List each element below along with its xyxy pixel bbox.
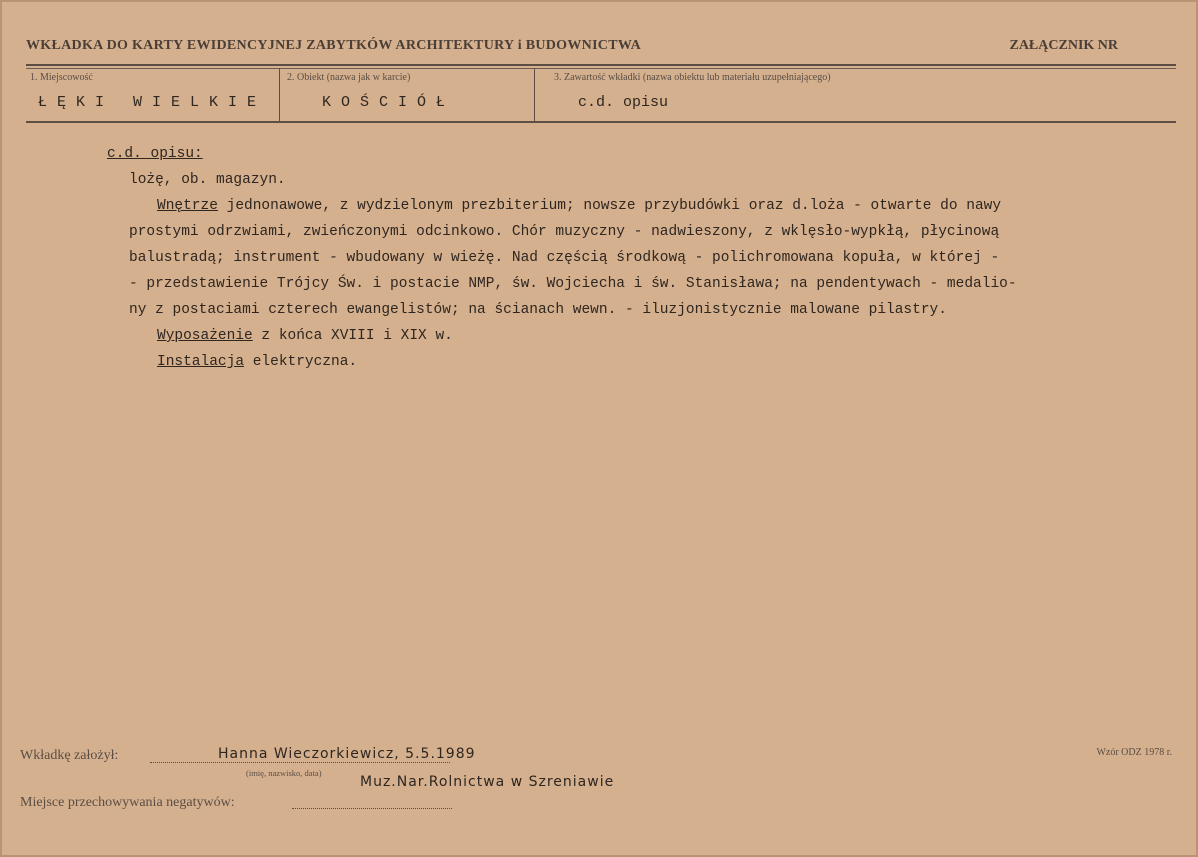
description-line: ny z postaciami czterech ewangelistów; na ścianach wewn. - iluzjonistycznie malowane pilastry. (129, 302, 947, 318)
field-divider (534, 68, 535, 121)
description-line: balustradą; instrument - wbudowany w wieżę. Nad częścią środkową - polichromowana kopuła, w której - (129, 250, 1000, 266)
attachment-number-label: ZAŁĄCZNIK NR (1009, 38, 1118, 53)
field-label-locality: 1. Miejscowość (30, 72, 93, 83)
author-dotted-line (150, 762, 450, 763)
section-lead-installation: Instalacja (157, 354, 245, 370)
field-value-content: c.d. opisu (578, 94, 669, 111)
description-paragraph-furnishings (157, 328, 453, 344)
description-line: prostymi odrzwiami, zwieńczonymi odcinkowo. Chór muzyczny - nadwieszony, z wklęsło-wypkłą, płycinową (129, 224, 1000, 240)
field-label-object: 2. Obiekt (nazwa jak w karcie) (287, 72, 411, 83)
field-divider (279, 68, 280, 121)
form-title: WKŁADKA DO KARTY EWIDENCYJNEJ ZABYTKÓW ARCHITEKTURY i BUDOWNICTWA (26, 38, 642, 53)
section-lead-furnishings: Wyposażenie (157, 328, 253, 344)
negatives-location-dotted-line (292, 808, 452, 809)
header-rule-thin (26, 68, 1176, 69)
field-label-content: 3. Zawartość wkładki (nazwa obiektu lub materiału uzupełniającego) (554, 72, 831, 83)
author-label: Wkładkę założył: (20, 748, 119, 763)
field-value-object: KOŚCIÓŁ (322, 94, 456, 111)
description-paragraph-installation (157, 354, 357, 370)
description-line: - przedstawienie Trójcy Św. i postacie NMP, św. Wojciecha i św. Stanisława; na pendentywach - medalio- (129, 276, 1017, 292)
form-template-note: Wzór ODZ 1978 r. (1096, 747, 1172, 758)
description-line: jednonawowe, z wydzielonym prezbiterium; nowsze przybudówki oraz d.loża - otwarte do nawy (217, 198, 1002, 214)
author-value: Hanna Wieczorkiewicz, 5.5.1989 (218, 746, 476, 762)
author-caption: (imię, nazwisko, data) (246, 768, 322, 778)
description-heading: c.d. opisu: (107, 146, 203, 162)
field-value-locality: ŁĘKI WIELKIE (38, 94, 267, 111)
description-line: lożę, ob. magazyn. (129, 172, 286, 188)
section-lead-interior: Wnętrze (157, 198, 218, 214)
negatives-location-label: Miejsce przechowywania negatywów: (20, 795, 235, 810)
fields-rule (26, 121, 1176, 123)
header-rule (26, 64, 1176, 66)
institution-value: Muz.Nar.Rolnictwa w Szreniawie (360, 774, 615, 790)
description-paragraph-interior (157, 198, 1001, 214)
description-line: z końca XVIII i XIX w. (252, 328, 453, 344)
description-line: elektryczna. (244, 354, 358, 370)
